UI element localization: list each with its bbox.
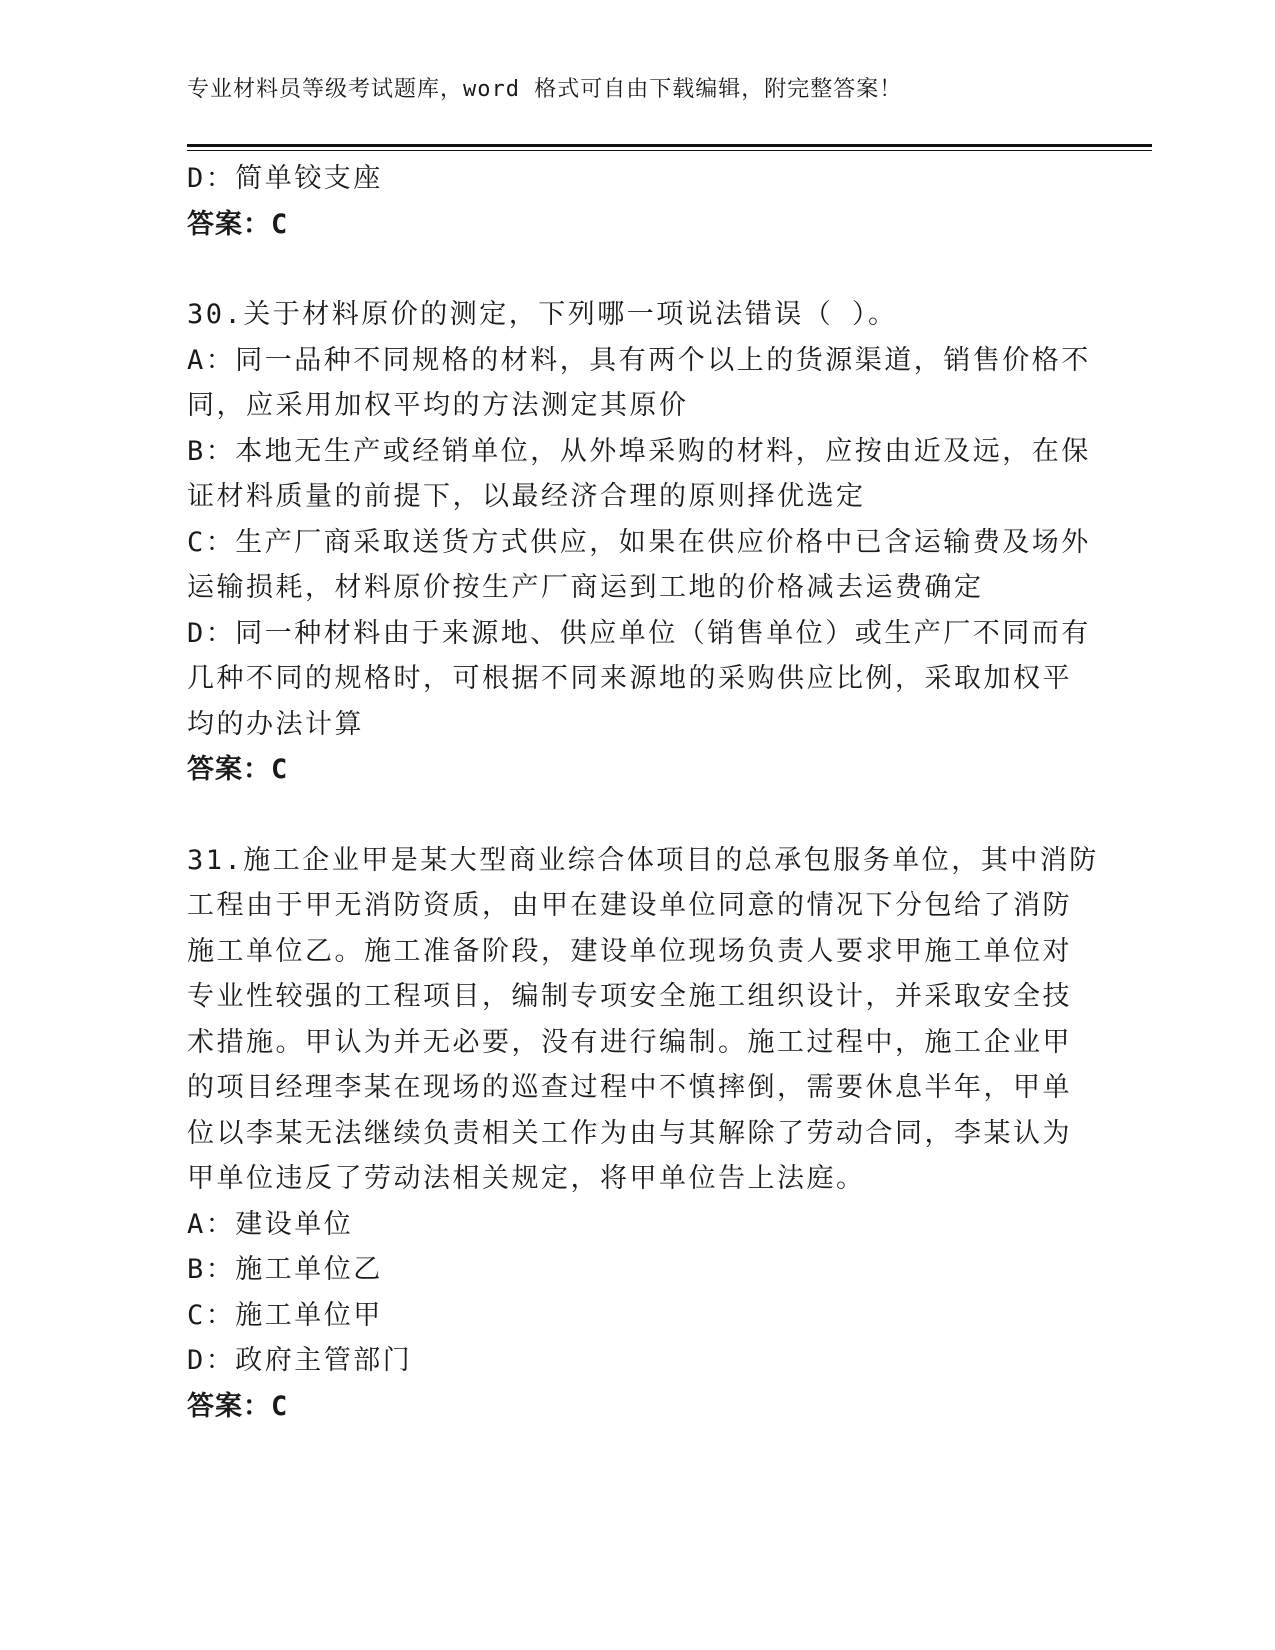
option-c: C：施工单位甲 xyxy=(187,1299,383,1331)
option-d-line-1: D：同一种材料由于来源地、供应单位（销售单位）或生产厂不同而有 xyxy=(187,617,1091,649)
option-c-line-2: 运输损耗，材料原价按生产厂商运到工地的价格减去运费确定 xyxy=(187,572,984,603)
option-d-line-2: 几种不同的规格时，可根据不同来源地的采购供应比例，采取加权平 xyxy=(187,663,1072,694)
prev-question-tail xyxy=(187,156,1087,247)
document-body xyxy=(187,156,1099,1429)
question-30 xyxy=(187,292,1091,793)
option-c-line-1: C：生产厂商采取送货方式供应，如果在供应价格中已含运输费及场外 xyxy=(187,526,1091,558)
question-stem-line-7: 位以李某无法继续负责相关工作为由与其解除了劳动合同，李某认为 xyxy=(187,1117,1072,1149)
option-b-line-1: B：本地无生产或经销单位，从外埠采购的材料，应按由近及远，在保 xyxy=(187,435,1091,467)
question-stem-line-4: 专业性较强的工程项目，编制专项安全施工组织设计，并采取安全技 xyxy=(187,981,1072,1012)
option-a-line-1: A：同一品种不同规格的材料，具有两个以上的货源渠道，销售价格不 xyxy=(187,344,1091,376)
question-stem-line-3: 施工单位乙。施工准备阶段，建设单位现场负责人要求甲施工单位对 xyxy=(187,935,1072,967)
question-31 xyxy=(187,838,1099,1430)
answer: 答案：C xyxy=(187,754,289,785)
question-stem: 30.关于材料原价的测定，下列哪一项说法错误（ ）。 xyxy=(187,299,898,330)
question-stem-line-1: 31.施工企业甲是某大型商业综合体项目的总承包服务单位，其中消防 xyxy=(187,844,1099,876)
option-a-line-2: 同，应采用加权平均的方法测定其原价 xyxy=(187,390,689,421)
question-stem-line-8: 甲单位违反了劳动法相关规定，将甲单位告上法庭。 xyxy=(187,1163,866,1194)
option-a: A：建设单位 xyxy=(187,1208,354,1240)
option-b: B：施工单位乙 xyxy=(187,1254,383,1285)
option-b-line-2: 证材料质量的前提下，以最经济合理的原则择优选定 xyxy=(187,481,866,512)
option-d: D：简单铰支座 xyxy=(187,163,383,194)
question-stem-line-5: 术措施。甲认为并无必要，没有进行编制。施工过程中，施工企业甲 xyxy=(187,1026,1072,1058)
question-stem-line-6: 的项目经理李某在现场的巡查过程中不慎摔倒，需要休息半年，甲单 xyxy=(187,1072,1072,1103)
answer: 答案：C xyxy=(187,1390,289,1422)
page-header: 专业材料员等级考试题库，word 格式可自由下载编辑，附完整答案！ xyxy=(187,77,903,102)
option-d: D：政府主管部门 xyxy=(187,1345,413,1376)
question-stem-line-2: 工程由于甲无消防资质，由甲在建设单位同意的情况下分包给了消防 xyxy=(187,890,1072,921)
header-divider xyxy=(187,144,1152,151)
answer: 答案：C xyxy=(187,208,289,240)
option-d-line-3: 均的办法计算 xyxy=(187,708,364,740)
